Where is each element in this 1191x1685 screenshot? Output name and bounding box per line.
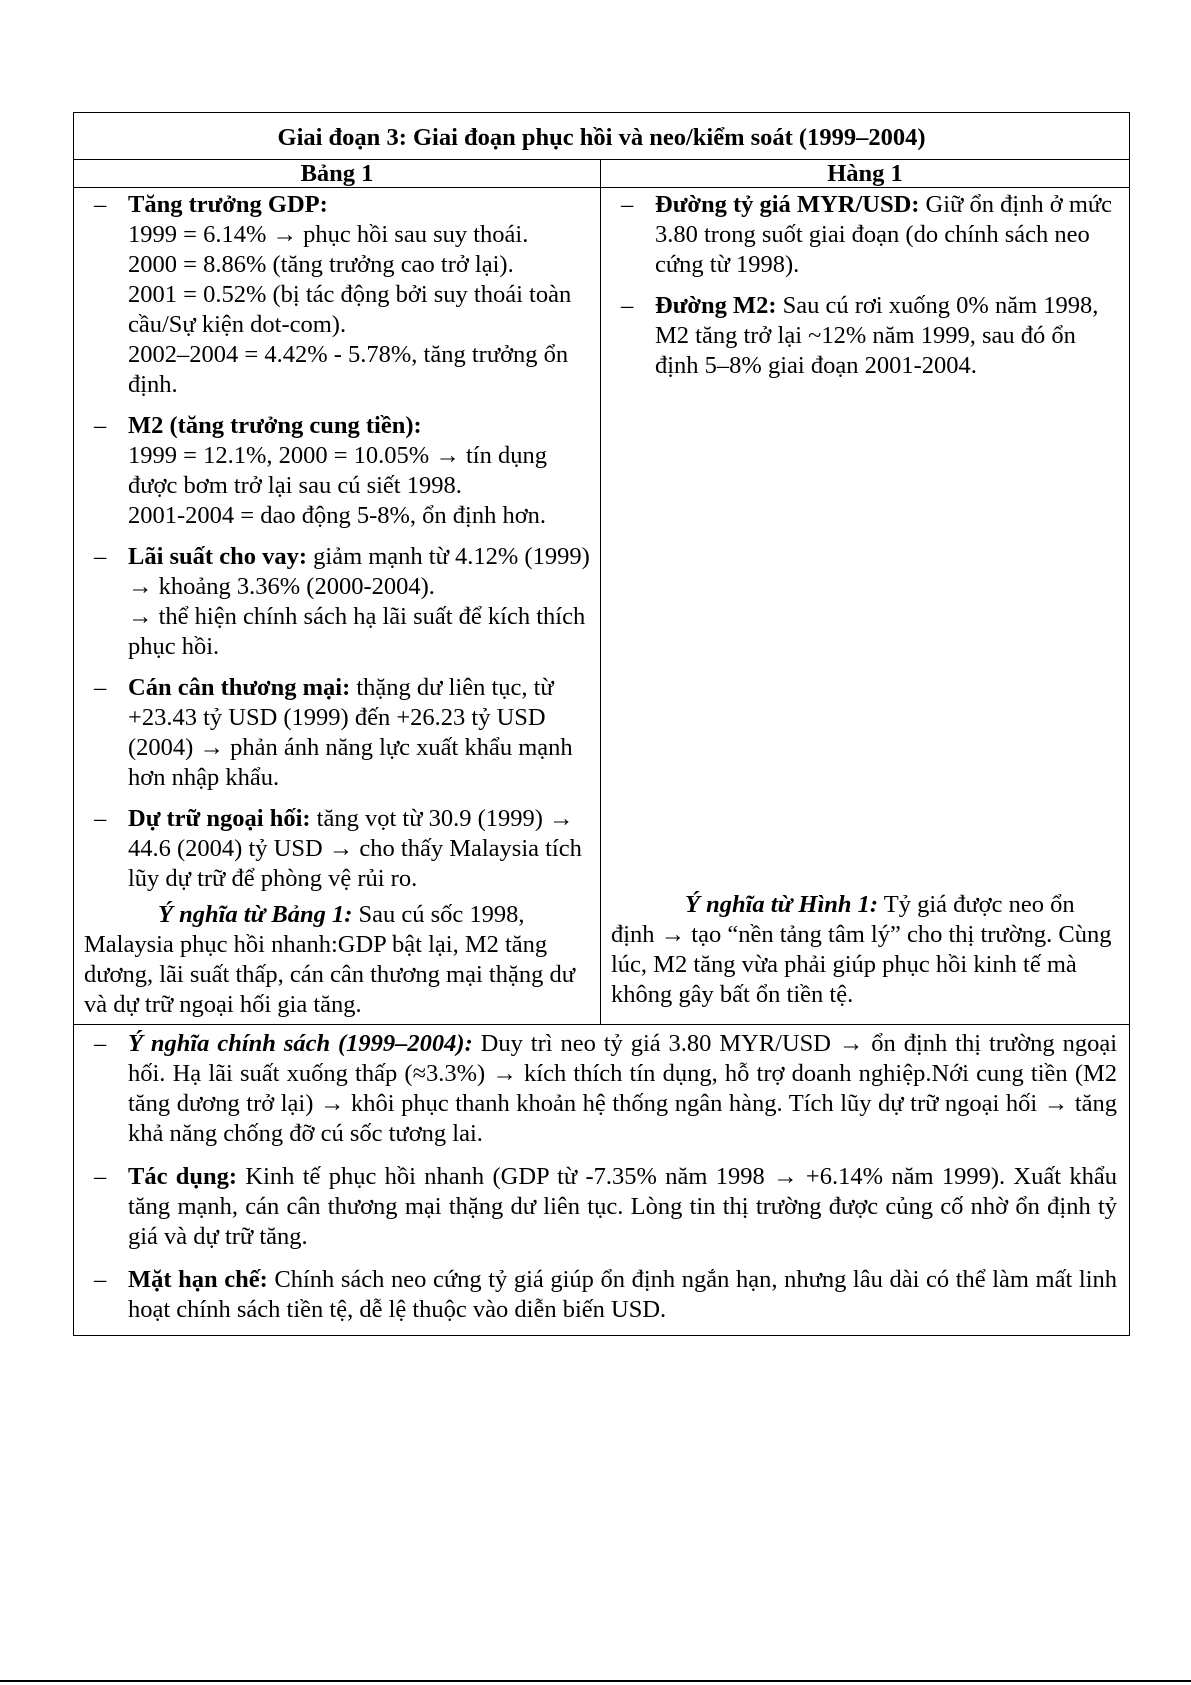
item-label: Cán cân thương mại:	[128, 674, 351, 701]
right-content-cell	[601, 188, 1130, 1025]
list-item-m2-line	[611, 291, 1119, 381]
list-item-limitations	[84, 1265, 1117, 1325]
item-label: Tác dụng:	[128, 1163, 238, 1190]
meaning-text: Tỷ giá được neo ổn định → tạo “nền tảng tâm lý” cho thị trường. Cùng lúc, M2 tăng vừa phải giúp phục hồi kinh tế mà không gây bất ổn tiền tệ.	[611, 891, 1112, 1008]
item-label: Lãi suất cho vay:	[128, 543, 308, 570]
item-label: Tăng trưởng GDP:	[128, 191, 328, 218]
list-item-fx-reserves	[84, 804, 590, 894]
item-label: Đường tỷ giá MYR/USD:	[655, 191, 920, 218]
list-item-m2	[84, 411, 590, 531]
item-text: Kinh tế phục hồi nhanh (GDP từ -7.35% năm 1998 → +6.14% năm 1999). Xuất khẩu tăng mạnh, cán cân thương mại thặng dư liên tục. Lòng tin thị trường được củng cố nhờ ổn định tỷ giá và dự trữ tăng.	[128, 1163, 1118, 1250]
item-text: Duy trì neo tỷ giá 3.80 MYR/USD → ổn định thị trường ngoại hối. Hạ lãi suất xuống thấp (≈3.3%) → kích thích tín dụng, hỗ trợ doanh nghiệp.Nới cung tiền (M2 tăng dương trở lại) → khôi phục thanh khoản hệ thống ngân hàng. Tích lũy dự trữ ngoại hối → tăng khả năng chống đỡ cú sốc tương lai.	[128, 1030, 1118, 1147]
policy-table	[73, 112, 1130, 1336]
bottom-list	[84, 1029, 1117, 1325]
right-meaning	[611, 890, 1119, 1010]
meaning-text: Sau cú sốc 1998, Malaysia phục hồi nhanh:GDP bật lại, M2 tăng dương, lãi suất thấp, cán cân thương mại thặng dư và dự trữ ngoại hối gia tăng.	[84, 901, 575, 1018]
table-title: Giai đoạn 3: Giai đoạn phục hồi và neo/kiểm soát (1999–2004)	[74, 113, 1130, 160]
item-line: 1999 = 6.14% → phục hồi sau suy thoái.	[128, 221, 529, 248]
left-list	[84, 190, 590, 894]
item-text: tăng vọt từ 30.9 (1999) → 44.6 (2004) tỷ USD → cho thấy Malaysia tích lũy dự trữ để phòng vệ rủi ro.	[128, 805, 582, 892]
left-content-cell	[74, 188, 601, 1025]
meaning-label: Ý nghĩa từ Bảng 1:	[158, 901, 353, 928]
header-left: Bảng 1	[74, 160, 601, 188]
item-text: thặng dư liên tục, từ +23.43 tỷ USD (1999) đến +26.23 tỷ USD (2004) → phản ánh năng lực xuất khẩu mạnh hơn nhập khẩu.	[128, 674, 573, 791]
right-list	[611, 190, 1119, 381]
list-item-effects	[84, 1162, 1117, 1252]
list-item-trade-balance	[84, 673, 590, 793]
item-line: 1999 = 12.1%, 2000 = 10.05% → tín dụng được bơm trở lại sau cú siết 1998.	[128, 442, 547, 499]
list-item-gdp	[84, 190, 590, 400]
item-line: 2001-2004 = dao động 5-8%, ổn định hơn.	[128, 502, 547, 529]
list-item-policy-meaning	[84, 1029, 1117, 1149]
item-line: 2002–2004 = 4.42% - 5.78%, tăng trưởng ổn định.	[128, 341, 569, 398]
item-text: Giữ ổn định ở mức 3.80 trong suốt giai đoạn (do chính sách neo cứng từ 1998).	[655, 191, 1113, 278]
bottom-content-cell	[74, 1025, 1130, 1336]
item-text: Chính sách neo cứng tỷ giá giúp ổn định ngắn hạn, nhưng lâu dài có thể làm mất linh hoạt chính sách tiền tệ, dễ lệ thuộc vào diễn biến USD.	[128, 1266, 1118, 1323]
item-label: Dự trữ ngoại hối:	[128, 805, 311, 832]
item-text: Sau cú rơi xuống 0% năm 1998, M2 tăng trở lại ~12% năm 1999, sau đó ổn định 5–8% giai đoạn 2001-2004.	[655, 292, 1099, 379]
item-line: 2000 = 8.86% (tăng trưởng cao trở lại).	[128, 251, 514, 278]
header-right: Hàng 1	[601, 160, 1130, 188]
item-label: M2 (tăng trưởng cung tiền):	[128, 412, 422, 439]
footer-rule	[0, 1680, 1191, 1682]
item-line: → thể hiện chính sách hạ lãi suất để kích thích phục hồi.	[128, 603, 586, 660]
left-meaning	[84, 900, 590, 1020]
item-label: Ý nghĩa chính sách (1999–2004):	[128, 1030, 473, 1057]
list-item-interest-rate	[84, 542, 590, 662]
item-label: Mặt hạn chế:	[128, 1266, 268, 1293]
item-line: 2001 = 0.52% (bị tác động bởi suy thoái toàn cầu/Sự kiện dot-com).	[128, 281, 572, 338]
item-label: Đường M2:	[655, 292, 777, 319]
item-text: giảm mạnh từ 4.12% (1999) → khoảng 3.36% (2000-2004).	[128, 543, 590, 600]
list-item-exchange-rate	[611, 190, 1119, 280]
meaning-label: Ý nghĩa từ Hình 1:	[685, 891, 879, 918]
